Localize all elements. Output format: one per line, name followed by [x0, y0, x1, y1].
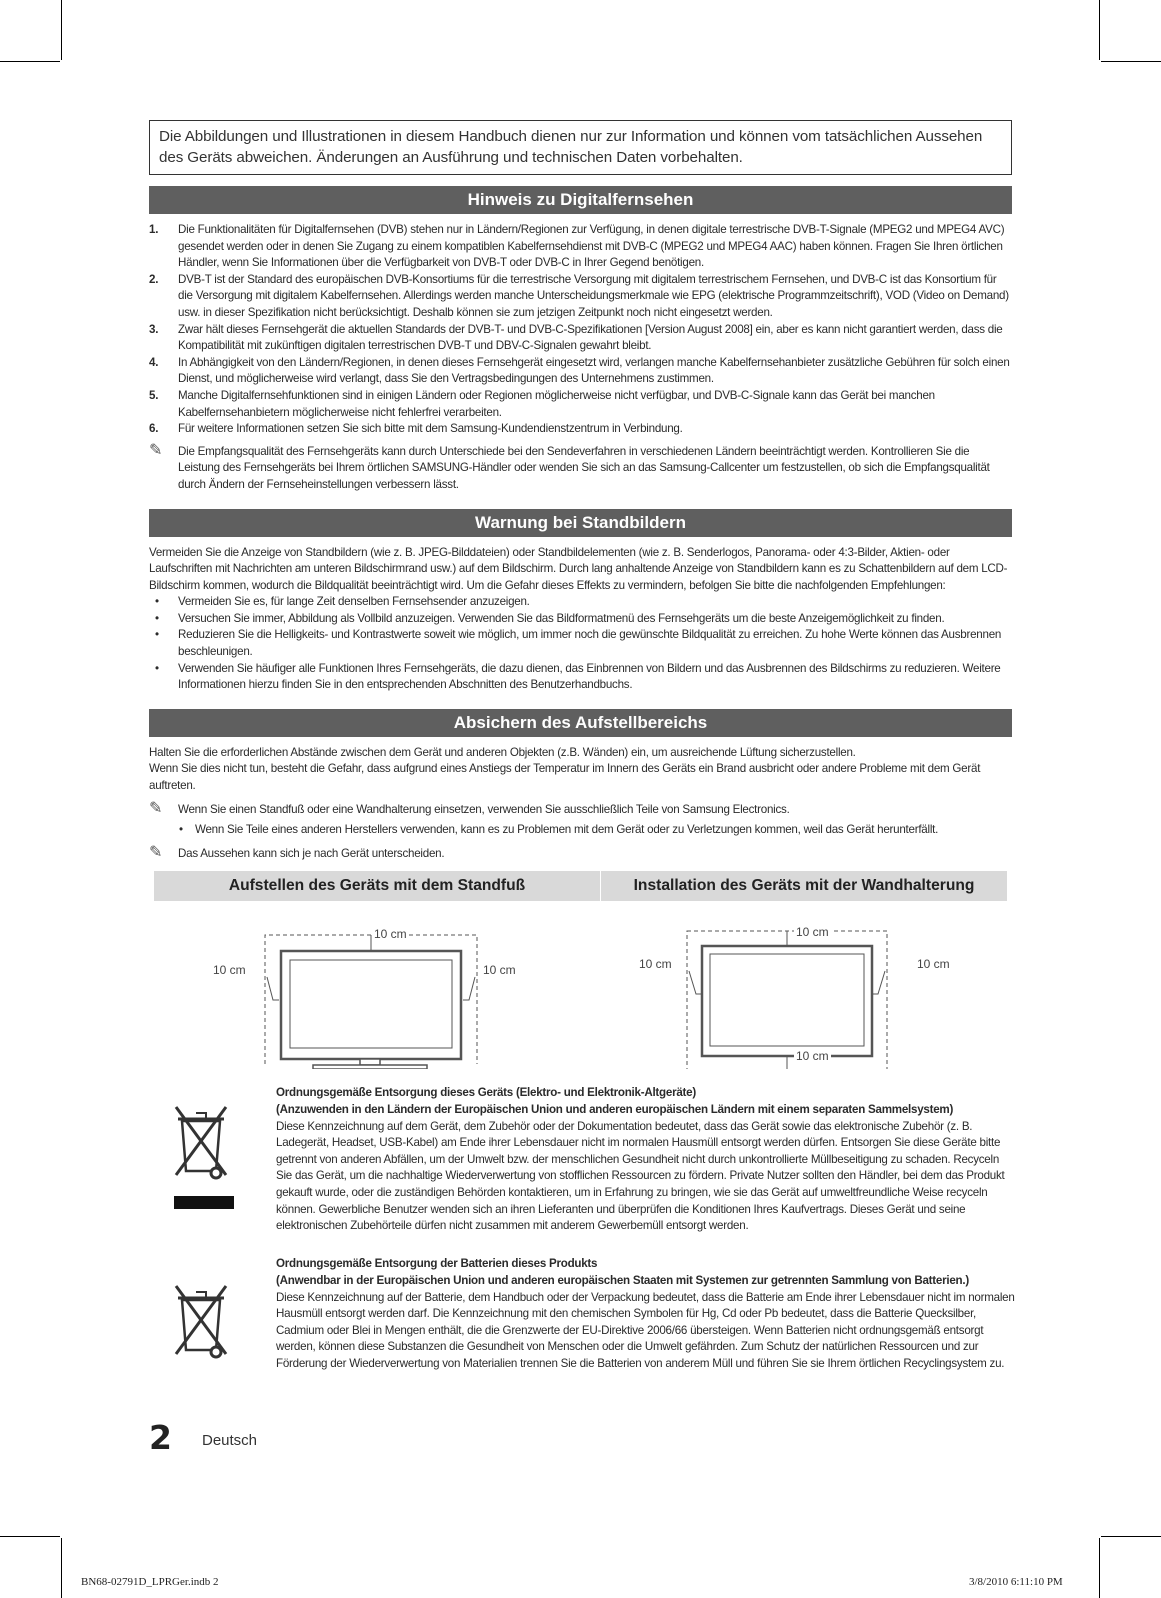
weee-text: Diese Kennzeichnung auf dem Gerät, dem Zubehör oder der Dokumentation bedeutet, dass das Gerät sowie das elektronische Zubehör (z. B. Ladegerät, Headset, USB-Kabel) am Ende ihrer Lebensdauer nicht im normalen Hausmüll entsorgt werden dürfen. Entsorgen Sie diese Geräte bitte getrennt von anderen Abfällen, um der Umwelt bzw. der menschlichen Gesundheit nicht durch unkontrollierte Müllbeseitigung zu schaden. Recyceln Sie das Gerät, um die nachhaltige Wiederverwertung von stofflichen Ressourcen zu fördern. Private Nutzer sollten den Händler, bei dem das Produkt gekauft wurde, oder die zuständigen Behörden kontaktieren, um in Erfahrung zu bringen, wie sie das Gerät auf umweltfreundliche Weise recyceln können. Gewerbliche Benutzer wenden sich an ihren Lieferanten und überprüfen die Konditionen Ihres Kaufvertrags. Dieses Gerät und seine elektronischen Zubehörteile dürfen nicht zusammen mit anderem Gewerbemüll entsorgt werden.: [276, 1119, 1005, 1233]
wall-title: Installation des Geräts mit der Wandhalterung: [601, 871, 1007, 901]
list-item: 1. Die Funktionalitäten für Digitalfernsehen (DVB) stehen nur in Ländern/Regionen zur Verfügung, in denen digitale terrestrische DVB-T-Signale (MPEG2 und MPEG4 AVC) gesendet werden oder in denen Sie Zugang zu einem kompatiblen Kabelfernsehdienst mit DVB-C (MPEG2 und MPEG4 AAC) haben können. Fragen Sie Ihren örtlichen Händler, wenn Sie Informationen über die Verfügbarkeit von DVB-T oder DVB-C in Ihrer Gegend benötigen.: [149, 223, 1005, 270]
dim-label-bottom: 10 cm: [796, 1049, 829, 1064]
install-intro-1: Halten Sie die erforderlichen Abstände zwischen dem Gerät und anderen Objekten (z.B. Wänden) ein, um ausreichende Lüftung sicherzustellen.: [149, 745, 856, 759]
wall-tv-illustration: [687, 931, 887, 1069]
battery-subtitle: (Anwendbar in der Europäischen Union und anderen europäischen Staaten mit Systemen zur getrennten Sammlung von Batterien.): [276, 1274, 969, 1287]
dim-label-right: 10 cm: [917, 957, 950, 972]
list-item: 6. Für weitere Informationen setzen Sie sich bitte mit dem Samsung-Kundendienstzentrum in Verbindung.: [149, 422, 683, 436]
install-note-sub: [149, 822, 1012, 839]
clearance-diagram: [149, 901, 1012, 1069]
crop-mark: [0, 1536, 60, 1537]
list-item: 3. Zwar hält dieses Fernsehgerät die aktuellen Standards der DVB-T- und DVB-C-Spezifikationen [Version August 2008] ein, aber es kann nicht garantiert werden, dass die Kompatibilität mit zukünftigen digitalen terrestrischen DVB-T und DBV-C-Signalen gewahrt bleibt.: [149, 322, 1003, 353]
install-diagrams: [149, 901, 1012, 1069]
stand-title: Aufstellen des Geräts mit dem Standfuß: [154, 871, 600, 901]
list-item: 4. In Abhängigkeit von den Ländern/Regionen, in denen dieses Fernsehgerät eingesetzt wird, verlangen manche Kabelfernsehanbieter zusätzliche Gebühren für solch einen Dienst, und möglicherweise wird verlangt, dass Sie den Vertragsbedingungen des Unternehmens zustimmen.: [149, 355, 1010, 386]
install-intro-2: Wenn Sie dies nicht tun, besteht die Gefahr, dass aufgrund eines Anstiegs der Temperatur im Innern des Geräts ein Brand ausbricht oder andere Probleme mit dem Gerät auftreten.: [149, 762, 981, 793]
crop-mark: [1101, 61, 1161, 62]
crop-mark: [1099, 1538, 1100, 1598]
dim-label-top: 10 cm: [796, 925, 829, 940]
list-item: 2. DVB-T ist der Standard des europäischen DVB-Konsortiums für die terrestrische Versorgung mit digitalem terrestrischem Fernsehen, und DVB-C ist das Konsortium für die Versorgung mit digitalem Kabelfernsehen. Allerdings werden manche Unterscheidungsmerkmale wie EPG (elektrische Programmzeitschrift), VOD (Video on Demand) usw. in dieser Spezifikation nicht berücksichtigt. Deshalb können sie zum jetzigen Zeitpunkt noch nicht eingesetzt werden.: [149, 272, 1009, 319]
install-subheads: [149, 871, 1012, 901]
dim-label-right: 10 cm: [483, 963, 516, 978]
section-heading-install: Absichern des Aufstellbereichs: [149, 709, 1012, 737]
still-intro: Vermeiden Sie die Anzeige von Standbildern (wie z. B. JPEG-Bilddateien) oder Standbildelementen (wie z. B. Senderlogos, Panorama- oder 4:3-Bilder, Aktien- oder Laufschriften mit Nachrichten am unteren Bildschirmrand usw.) auf dem Bildschirm. Durch lang anhaltende Anzeige von Standbildern kann es zu Schattenbildern auf dem LCD-Bildschirm kommen, wodurch die Bildqualität beeinträchtigt wird. Um die Gefahr dieses Effekts zu vermindern, befolgen Sie bitte die nachfolgenden Empfehlungen:: [149, 545, 1008, 592]
list-item: • Versuchen Sie immer, Abbildung als Vollbild anzuzeigen. Verwenden Sie das Bildformatmenü des Fernsehgeräts um die beste Anzeigemöglichkeit zu finden.: [149, 611, 1012, 628]
print-file-info: BN68-02791D_LPRGer.indb 2: [81, 1576, 219, 1588]
dim-label-left: 10 cm: [213, 963, 246, 978]
crop-mark: [61, 1538, 62, 1598]
pencil-icon: ✎: [149, 799, 163, 817]
pencil-icon: ✎: [149, 843, 163, 861]
battery-title: Ordnungsgemäße Entsorgung der Batterien dieses Produkts: [276, 1257, 598, 1271]
section-heading-still: Warnung bei Standbildern: [149, 509, 1012, 537]
weee-title: Ordnungsgemäße Entsorgung dieses Geräts (Elektro- und Elektronik-Altgeräte): [276, 1086, 696, 1100]
page-number: 2: [149, 1418, 172, 1457]
stand-tv-illustration: [265, 935, 477, 1069]
digital-note: ✎ Die Empfangsqualität des Fernsehgeräts kann durch Unterschiede bei den Sendeverfahren in verschiedenen Ländern beeinträchtigt werden. Kontrollieren Sie die Leistung des Fernsehgeräts bei Ihrem örtlichen SAMSUNG-Händler oder wenden Sie sich an das Samsung-Callcenter um festzustellen, ob sich die Empfangsqualität durch Ändern der Fernseheinstellungen verbessern lässt.: [149, 441, 990, 491]
list-item: 5. Manche Digitalfernsehfunktionen sind in einigen Ländern oder Regionen möglicherweise nicht verfügbar, und DVB-C-Signale kann das Gerät bei manchen Kabelfernsehanbietern möglicherweise nicht fehlerfrei verarbeiten.: [149, 388, 935, 419]
install-note-1: ✎ Wenn Sie einen Standfuß oder eine Wandhalterung einsetzen, verwenden Sie ausschließlich Teile von Samsung Electronics.: [149, 799, 790, 817]
crossed-bin-icon: [168, 1101, 238, 1211]
list-item: • Vermeiden Sie es, für lange Zeit denselben Fernsehsender anzuzeigen.: [149, 594, 1012, 611]
page-content: [149, 120, 1015, 1395]
pencil-icon: ✎: [149, 441, 163, 459]
digital-list: [149, 222, 1012, 438]
crop-mark: [1101, 1536, 1161, 1537]
weee-subtitle: (Anzuwenden in den Ländern der Europäischen Union und anderen europäischen Ländern mit einem separaten Sammelsystem): [276, 1103, 954, 1116]
dim-label-top: 10 cm: [374, 927, 407, 942]
print-timestamp: 3/8/2010 6:11:10 PM: [969, 1576, 1063, 1588]
list-item: • Reduzieren Sie die Helligkeits- und Kontrastwerte soweit wie möglich, um immer noch die gewünschte Bildqualität zu erreichen. Zu hohe Werte können das Ausbrennen beschleunigen.: [149, 627, 1012, 660]
crossed-bin-battery-icon: [168, 1280, 238, 1370]
page-language: Deutsch: [202, 1432, 258, 1449]
crop-mark: [0, 61, 60, 62]
section-heading-digital: Hinweis zu Digitalfernsehen: [149, 186, 1012, 214]
crop-mark: [1099, 0, 1100, 60]
still-bullets: [149, 594, 1012, 694]
disposal-section: [149, 1085, 1015, 1395]
weee-block: [276, 1085, 1016, 1234]
crop-mark: [61, 0, 62, 60]
battery-block: [276, 1256, 1016, 1372]
install-note-2: ✎ Das Aussehen kann sich je nach Gerät unterscheiden.: [149, 843, 445, 861]
battery-text: Diese Kennzeichnung auf der Batterie, dem Handbuch oder der Verpackung bedeutet, dass die Batterie am Ende ihrer Lebensdauer nicht im normalen Hausmüll entsorgt werden darf. Die Kennzeichnung mit den chemischen Symbolen für Hg, Cd oder Pb bedeutet, dass die Batterie Quecksilber, Cadmium oder Blei in Mengen enthält, die die Grenzwerte der EU-Direktive 2006/66 übersteigen. Wenn Batterien nicht ordnungsgemäß entsorgt werden, können diese Substanzen die Gesundheit von Menschen oder die Umwelt gefährden. Zum Schutz der natürlichen Ressourcen und zur Förderung der Wiederverwertung von Materialien trennen Sie die Batterien von anderem Müll und führen Sie sie Ihrem örtlichen Recyclingsystem zu.: [276, 1290, 1015, 1370]
dim-label-left: 10 cm: [639, 957, 672, 972]
list-item: • Verwenden Sie häufiger alle Funktionen Ihres Fernsehgeräts, die dazu dienen, das Einbrennen von Bildern und das Ausbrennen des Bildschirms zu reduzieren. Weitere Informationen hierzu finden Sie in den entsprechenden Abschnitten des Benutzerhandbuchs.: [149, 661, 1012, 694]
notice-box: Die Abbildungen und Illustrationen in diesem Handbuch dienen nur zur Information und können vom tatsächlichen Aussehen des Geräts abweichen. Änderungen an Ausführung und technischen Daten vorbehalten.: [149, 120, 1012, 175]
list-item: • Wenn Sie Teile eines anderen Herstellers verwenden, kann es zu Problemen mit dem Gerät oder zu Verletzungen kommen, weil das Gerät herunterfällt.: [195, 822, 1012, 839]
page-footer: [149, 1418, 258, 1457]
